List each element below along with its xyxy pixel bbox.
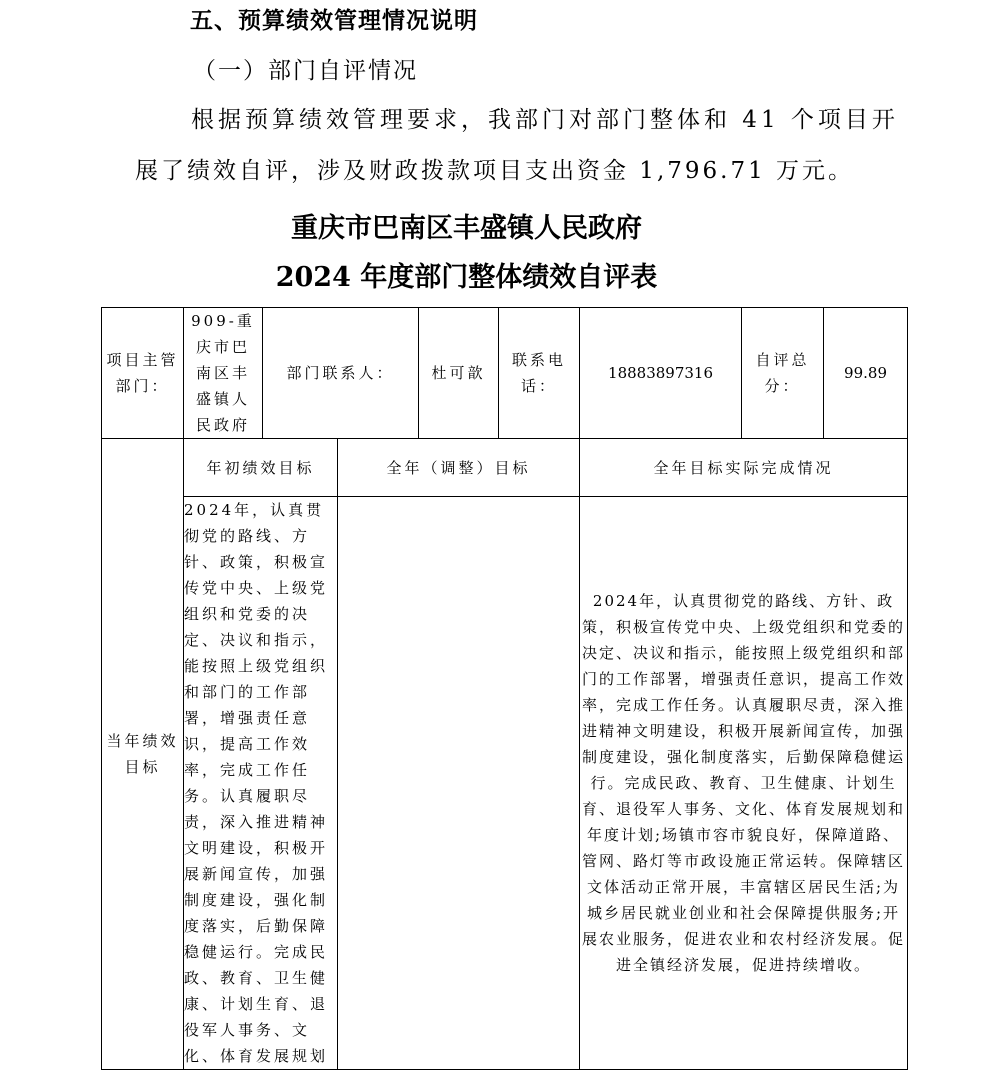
section-heading: 五、预算绩效管理情况说明 bbox=[190, 7, 478, 34]
col-initial-header: 年初绩效目标 bbox=[184, 439, 338, 497]
sub-heading: （一）部门自评情况 bbox=[193, 58, 418, 84]
score-value-cell: 99.89 bbox=[824, 308, 908, 439]
paragraph-line-1: 根据预算绩效管理要求，我部门对部门整体和 41 个项目开 bbox=[191, 107, 899, 133]
phone-value-cell: 18883897316 bbox=[580, 308, 742, 439]
header-info-row bbox=[102, 308, 908, 439]
col-actual-header: 全年目标实际完成情况 bbox=[580, 439, 908, 497]
adjusted-goal-cell bbox=[338, 497, 580, 1070]
col-adjusted-header: 全年（调整）目标 bbox=[338, 439, 580, 497]
contact-label-cell: 部门联系人： bbox=[263, 308, 419, 439]
goal-header-row bbox=[102, 439, 908, 497]
table-title-line-2: 2024 年度部门整体绩效自评表 bbox=[275, 262, 658, 293]
contact-value-cell: 杜可歆 bbox=[419, 308, 499, 439]
initial-goal-cell: 2024年，认真贯彻党的路线、方针、政策，积极宣传党中央、上级党组织和党委的决定、决议和指示，能按照上级党组织和部门的工作部署，增强责任意识，提高工作效率，完成工作任务。认真履职尽责，深入推进精神文明建设，积极开展新闻宣传，加强制度建设，强化制度落实，后勤保障稳健运行。完成民政、教育、卫生健康、计划生育、退役军人事务、文化、体育发展规划 bbox=[184, 497, 338, 1070]
goal-content-row bbox=[102, 497, 908, 1070]
score-label-cell: 自评总分： bbox=[742, 308, 824, 439]
paragraph-line-2: 展了绩效自评，涉及财政拨款项目支出资金 1,796.71 万元。 bbox=[135, 158, 855, 184]
actual-result-cell: 2024年，认真贯彻党的路线、方针、政策，积极宣传党中央、上级党组织和党委的决定、决议和指示，能按照上级党组织和部门的工作部署，增强责任意识，提高工作效率，完成工作任务。认真履职尽责，深入推进精神文明建设，积极开展新闻宣传，加强制度建设，强化制度落实，后勤保障稳健运行。完成民政、教育、卫生健康、计划生育、退役军人事务、文化、体育发展规划和年度计划;场镇市容市貌良好，保障道路、管网、路灯等市政设施正常运转。保障辖区文体活动正常开展，丰富辖区居民生活;为城乡居民就业创业和社会保障提供服务;开展农业服务，促进农业和农村经济发展。促进全镇经济发展，促进持续增收。 bbox=[580, 497, 908, 1070]
row-label-cell: 当年绩效目标 bbox=[102, 439, 184, 1070]
table-title-line-1: 重庆市巴南区丰盛镇人民政府 bbox=[291, 213, 642, 244]
dept-label-cell: 项目主管部门： bbox=[102, 308, 184, 439]
dept-value-cell: 909-重庆市巴南区丰盛镇人民政府 bbox=[184, 308, 263, 439]
self-evaluation-table bbox=[101, 307, 908, 1070]
phone-label-cell: 联系电话： bbox=[499, 308, 580, 439]
